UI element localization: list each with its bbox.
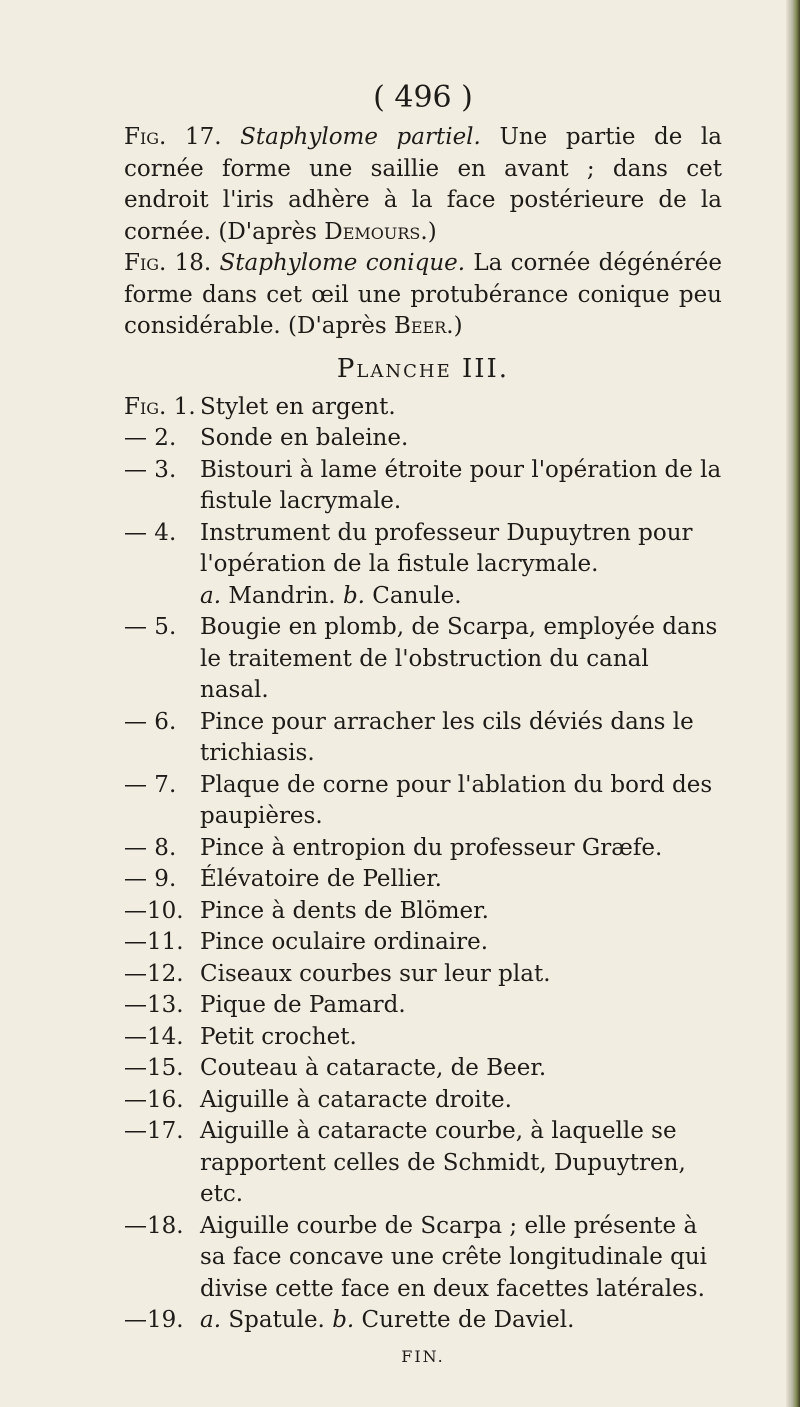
item-text <box>200 392 722 424</box>
item-number: —18. <box>124 1212 184 1239</box>
item-number: —14. <box>124 1023 184 1050</box>
author-name: Demours. <box>324 218 428 245</box>
figure-list <box>124 392 722 1337</box>
item-number: —15. <box>124 1055 184 1081</box>
item-description: Petit crochet. <box>200 1023 357 1050</box>
list-item <box>124 770 722 833</box>
part-b-text: Canule. <box>372 582 462 609</box>
list-item <box>124 1053 722 1085</box>
item-number: —10. <box>124 897 184 924</box>
section-heading: Planche III. <box>336 353 510 384</box>
list-item <box>124 1211 722 1306</box>
paragraph-close: ) <box>453 313 463 339</box>
item-description: Aiguille courbe de Scarpa ; elle présente à sa face concave une crête longitudinale qui divise cette face en deux facettes latérales. <box>200 1212 708 1302</box>
item-text <box>200 927 722 959</box>
paragraph-fig-18 <box>124 248 722 343</box>
item-text <box>200 518 722 613</box>
item-description: Pince pour arracher les cils déviés dans le trichiasis. <box>200 708 694 766</box>
item-number: — 6. <box>124 708 177 735</box>
item-number: —11. <box>124 929 184 955</box>
item-number: — 7. <box>124 771 177 798</box>
item-text <box>200 959 722 991</box>
list-item <box>124 990 722 1022</box>
paragraph-text: La cornée dégénérée forme dans cet œil une protubérance conique peu considérable. (D'après <box>124 250 722 339</box>
item-text <box>200 1305 722 1337</box>
list-item <box>124 1116 722 1211</box>
item-number: — 8. <box>124 834 177 861</box>
item-description: Bougie en plomb, de Scarpa, employée dans le traitement de l'obstruction du canal nasal. <box>200 614 718 703</box>
item-text <box>200 707 722 770</box>
item-number: —12. <box>124 960 184 987</box>
fig-title: Staphylome partiel. <box>240 124 481 150</box>
part-a-label: a. <box>200 582 222 609</box>
list-item <box>124 1305 722 1337</box>
item-text <box>200 423 722 455</box>
item-description: Ciseaux courbes sur leur plat. <box>200 960 551 987</box>
list-item <box>124 864 722 896</box>
page-number: ( 496 ) <box>373 80 473 115</box>
list-item <box>124 833 722 865</box>
paragraph-text: Une partie de la cornée forme une saillie en avant ; dans cet endroit l'iris adhère à la face postérieure de la cornée. (D'après <box>124 124 723 245</box>
list-item <box>124 518 722 613</box>
item-description: Pince à dents de Blömer. <box>200 897 489 924</box>
page-content <box>124 78 722 1366</box>
item-text <box>200 1085 722 1117</box>
paragraph-fig-17 <box>124 122 722 248</box>
fig-label: Fig. 18. <box>124 250 212 276</box>
list-item <box>124 1085 722 1117</box>
fig-label: Fig. 17. <box>124 124 222 150</box>
item-description: Pince à entropion du professeur Græfe. <box>200 834 663 861</box>
fin-label: FIN. <box>401 1346 445 1366</box>
item-text <box>200 455 722 518</box>
item-number: —16. <box>124 1086 184 1113</box>
item-number: —19. <box>124 1307 184 1333</box>
list-item <box>124 612 722 707</box>
item-text <box>200 990 722 1022</box>
list-item <box>124 927 722 959</box>
item-number: — 9. <box>124 866 177 892</box>
item-description: Couteau à cataracte, de Beer. <box>200 1055 547 1081</box>
paragraph-close: ) <box>427 218 437 245</box>
item-number: Fig. 1. <box>124 393 196 420</box>
item-text <box>200 833 722 865</box>
fig-title: Staphylome conique. <box>219 250 466 276</box>
item-text <box>200 1116 722 1211</box>
item-number: — 3. <box>124 456 177 483</box>
list-item <box>124 1022 722 1054</box>
item-number: — 5. <box>124 614 177 640</box>
item-text <box>200 864 722 896</box>
list-item <box>124 423 722 455</box>
item-text <box>200 896 722 928</box>
item-text <box>200 770 722 833</box>
item-description: Bistouri à lame étroite pour l'opération de la fistule lacrymale. <box>200 456 722 514</box>
part-a-text: Spatule. <box>228 1307 325 1333</box>
item-text <box>200 612 722 707</box>
list-item <box>124 707 722 770</box>
item-description: Aiguille à cataracte droite. <box>200 1086 512 1113</box>
item-text <box>200 1211 722 1306</box>
item-description: Instrument du professeur Dupuytren pour l'opération de la fistule lacrymale. <box>200 519 693 577</box>
item-description: Sonde en baleine. <box>200 425 409 451</box>
item-description: Pince oculaire ordinaire. <box>200 929 489 955</box>
part-a-label: a. <box>200 1307 222 1333</box>
item-number: — 2. <box>124 425 177 451</box>
item-description: Aiguille à cataracte courbe, à laquelle se rapportent celles de Schmidt, Dupuytren, etc. <box>200 1118 686 1207</box>
part-b-label: b. <box>332 1307 355 1333</box>
item-description: Plaque de corne pour l'ablation du bord des paupières. <box>200 771 713 829</box>
item-parts <box>200 581 722 613</box>
list-item <box>124 959 722 991</box>
list-item <box>124 392 722 424</box>
item-parts <box>200 1307 574 1333</box>
item-description: Pique de Pamard. <box>200 992 406 1018</box>
list-item <box>124 455 722 518</box>
item-text <box>200 1022 722 1054</box>
part-a-text: Mandrin. <box>228 582 336 609</box>
part-b-text: Curette de Daviel. <box>361 1307 575 1333</box>
item-description: Stylet en argent. <box>200 393 396 420</box>
item-number: —17. <box>124 1118 184 1144</box>
item-number: — 4. <box>124 519 177 546</box>
part-b-label: b. <box>342 582 365 609</box>
item-text <box>200 1053 722 1085</box>
page-edge <box>786 0 800 1407</box>
author-name: Beer. <box>393 313 454 339</box>
list-item <box>124 896 722 928</box>
item-number: —13. <box>124 992 184 1018</box>
item-description: Élévatoire de Pellier. <box>200 866 442 892</box>
